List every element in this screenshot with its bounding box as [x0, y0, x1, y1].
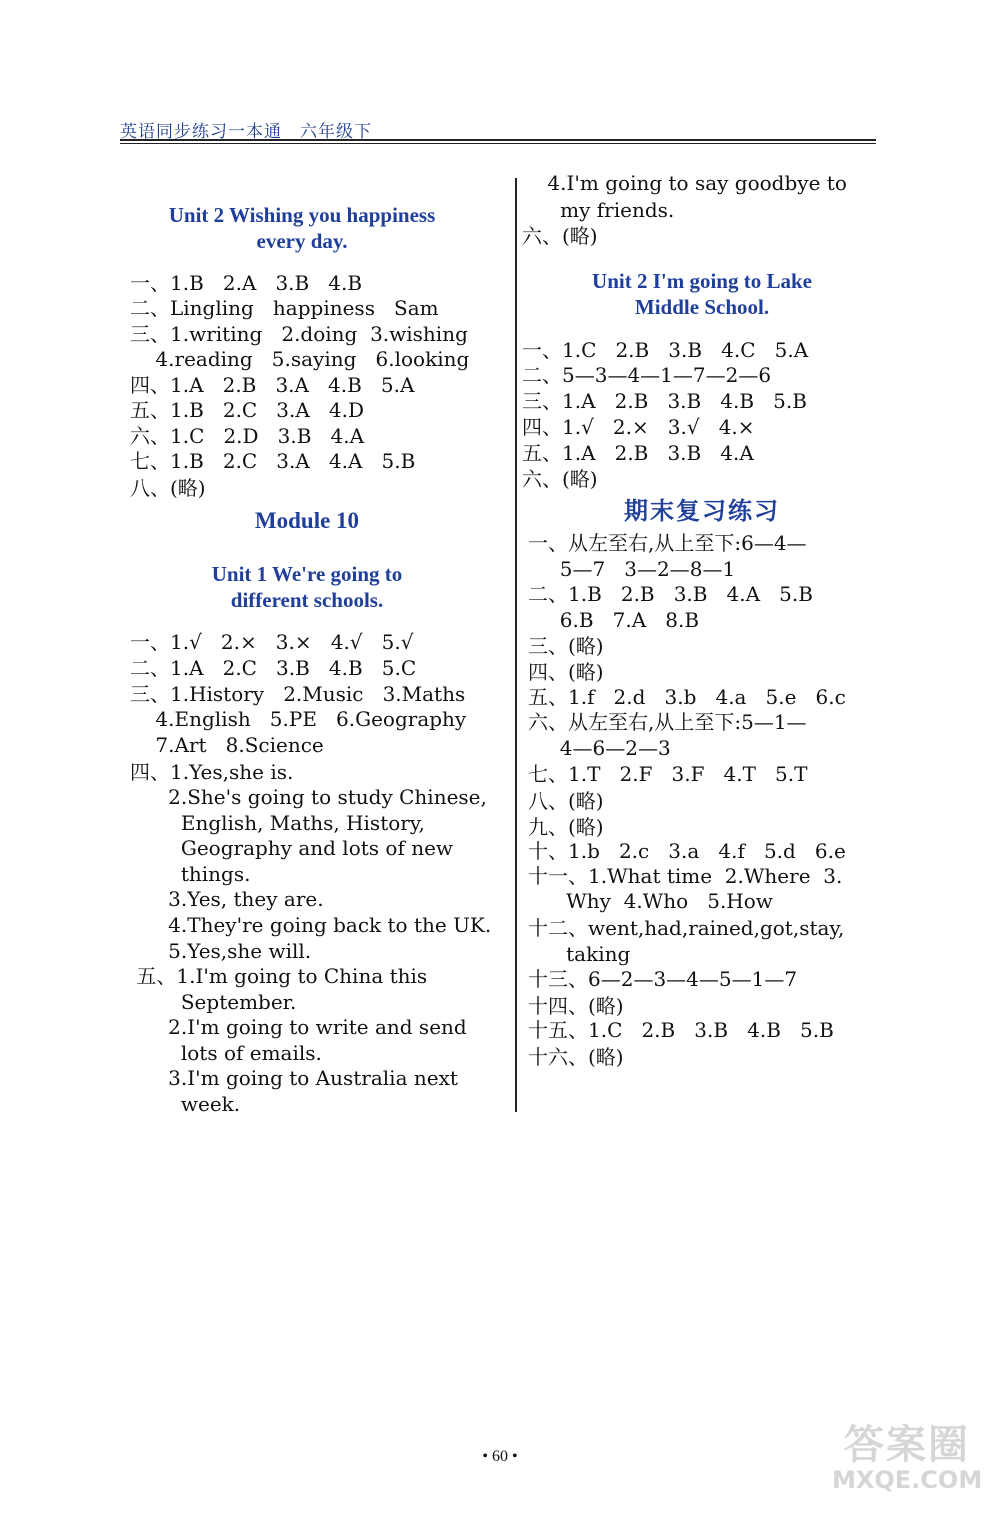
header-rule-thin: [120, 143, 876, 144]
answer-line: 4.reading 5.saying 6.looking: [130, 347, 470, 371]
answer-line: 六、(略): [522, 224, 598, 248]
answer-line: 二、Lingling happiness Sam: [130, 296, 439, 320]
answer-line: 十四、(略): [528, 994, 624, 1018]
unit2-lake-heading-line2: Middle School.: [634, 295, 770, 319]
book-title: 英语同步练习一本通: [120, 122, 282, 142]
final-review-title: 期末复习练习: [624, 497, 780, 525]
answer-line: Why 4.Who 5.How: [528, 889, 773, 913]
answer-line: 一、1.C 2.B 3.B 4.C 5.A: [522, 338, 809, 362]
answer-line: 十二、went,had,rained,got,stay,: [528, 916, 845, 940]
answer-line: 六、(略): [522, 467, 598, 491]
answer-line: September.: [130, 990, 297, 1014]
answer-line: 四、(略): [528, 660, 604, 684]
answer-line: 四、1.A 2.B 3.A 4.B 5.A: [130, 373, 415, 397]
answer-line: 二、1.A 2.C 3.B 4.B 5.C: [130, 656, 417, 680]
unit2-lake-heading-line1: Unit 2 I'm going to Lake: [592, 269, 812, 293]
answer-line: lots of emails.: [130, 1041, 322, 1065]
answer-line: 一、1.B 2.A 3.B 4.B: [130, 271, 363, 295]
watermark-cn: 答案圈: [844, 1422, 970, 1468]
unit1-heading-line1: Unit 1 We're going to: [211, 562, 403, 586]
answer-line: 3.Yes, they are.: [130, 887, 324, 911]
module-title: Module 10: [254, 508, 360, 533]
answer-line: 6.B 7.A 8.B: [528, 608, 700, 632]
answer-line: 十一、1.What time 2.Where 3.: [528, 864, 843, 888]
answer-line: 二、5—3—4—1—7—2—6: [522, 363, 772, 387]
answer-line: 六、1.C 2.D 3.B 4.A: [130, 424, 365, 448]
unit2-heading-line1: Unit 2 Wishing you happiness: [168, 203, 436, 227]
answer-line: 一、从左至右,从上至下:6—4—: [528, 531, 807, 555]
answer-line: 五、1.B 2.C 3.A 4.D: [130, 398, 365, 422]
answer-line: 十、1.b 2.c 3.a 4.f 5.d 6.e: [528, 839, 846, 863]
column-divider: [515, 178, 517, 1112]
header-rule: [120, 139, 876, 141]
answer-line: 十三、6—2—3—4—5—1—7: [528, 967, 798, 991]
answer-line: 十五、1.C 2.B 3.B 4.B 5.B: [528, 1018, 834, 1042]
answer-line: 一、1.√ 2.× 3.× 4.√ 5.√: [130, 630, 414, 654]
answer-line: Geography and lots of new: [130, 836, 454, 860]
answer-line: 2.I'm going to write and send: [130, 1015, 467, 1039]
answer-line: 三、1.A 2.B 3.B 4.B 5.B: [522, 389, 807, 413]
answer-line: 五、1.A 2.B 3.B 4.A: [522, 441, 754, 465]
answer-line: 4—6—2—3: [528, 736, 671, 760]
unit2-heading-line2: every day.: [256, 229, 348, 253]
answer-line: 八、(略): [528, 789, 604, 813]
page-number: • 60 •: [482, 1448, 518, 1465]
answer-line: 七、1.B 2.C 3.A 4.A 5.B: [130, 449, 416, 473]
answer-line: 八、(略): [130, 476, 206, 500]
answer-line: 三、(略): [528, 634, 604, 658]
answer-line: 三、1.History 2.Music 3.Maths: [130, 682, 466, 706]
watermark-en: MXQE.COM: [832, 1466, 983, 1494]
answer-line: 二、1.B 2.B 3.B 4.A 5.B: [528, 582, 813, 606]
answer-line: 5.Yes,she will.: [130, 939, 312, 963]
answer-line: my friends.: [522, 198, 675, 222]
watermark-logo: [832, 1423, 982, 1503]
answer-line: 七、1.T 2.F 3.F 4.T 5.T: [528, 762, 808, 786]
grade-label: 六年级下: [300, 122, 372, 142]
answer-line: 7.Art 8.Science: [130, 733, 324, 757]
answer-line: 三、1.writing 2.doing 3.wishing: [130, 322, 468, 346]
page-header: [120, 112, 876, 144]
answer-line: 五、1.f 2.d 3.b 4.a 5.e 6.c: [528, 685, 846, 709]
answer-line: 4.They're going back to the UK.: [130, 913, 492, 937]
answer-line: English, Maths, History,: [130, 811, 425, 835]
answer-line: 3.I'm going to Australia next: [130, 1066, 458, 1090]
answer-line: taking: [528, 942, 631, 966]
answer-line: 四、1.Yes,she is.: [130, 760, 294, 784]
answer-line: 5—7 3—2—8—1: [528, 557, 736, 581]
answer-line: 四、1.√ 2.× 3.√ 4.×: [522, 415, 755, 439]
answer-line: things.: [130, 862, 251, 886]
answer-line: week.: [130, 1092, 241, 1116]
answer-line: 2.She's going to study Chinese,: [130, 785, 487, 809]
answer-line: 十六、(略): [528, 1045, 624, 1069]
answer-line: 九、(略): [528, 815, 604, 839]
answer-line: 4.English 5.PE 6.Geography: [130, 707, 467, 731]
answer-line: 五、1.I'm going to China this: [130, 964, 428, 988]
unit1-heading-line2: different schools.: [230, 588, 384, 612]
answer-line: 六、从左至右,从上至下:5—1—: [528, 710, 807, 734]
answer-line: 4.I'm going to say goodbye to: [522, 171, 847, 195]
